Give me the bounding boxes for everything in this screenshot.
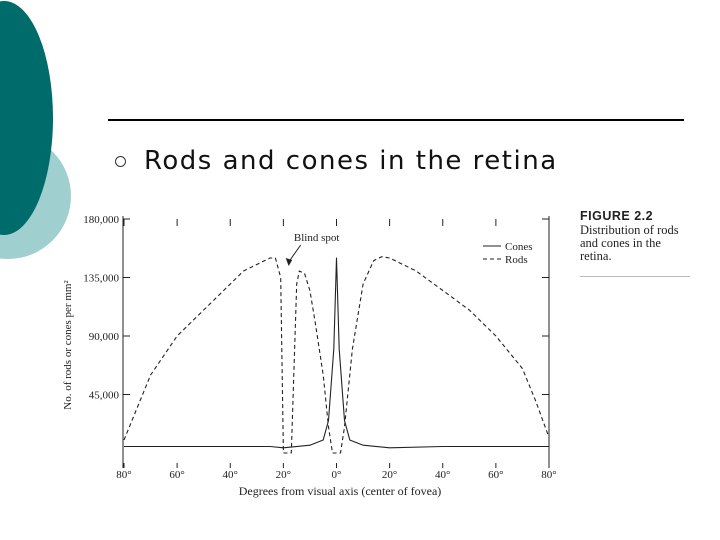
- title-rule: [108, 119, 684, 121]
- annotation-text: Blind spot: [293, 232, 340, 244]
- y-tick-label: 180,000: [83, 214, 119, 226]
- y-axis-label: No. of rods or cones per mm²: [62, 280, 74, 410]
- figure-label: FIGURE 2.2: [580, 209, 654, 223]
- x-tick-label: 80°: [116, 469, 132, 481]
- annotation-arrow-line: [289, 245, 301, 262]
- bullet-circle-icon: [115, 156, 126, 167]
- figure-caption-text: Distribution of rods and cones in the retina.: [580, 223, 679, 263]
- caption-rule: [580, 276, 690, 277]
- x-axis-label: Degrees from visual axis (center of fovea): [238, 484, 442, 498]
- x-tick-label: 60°: [488, 469, 504, 481]
- x-tick-label: 60°: [169, 469, 185, 481]
- chart-frame: [123, 216, 549, 468]
- x-tick-label: 0°: [331, 469, 342, 481]
- x-tick-label: 40°: [435, 469, 451, 481]
- legend-label-cones: Cones: [505, 241, 533, 253]
- y-tick-label: 135,000: [83, 272, 119, 285]
- legend-label-rods: Rods: [505, 254, 528, 266]
- x-tick-label: 40°: [222, 469, 238, 481]
- y-tick-label: 90,000: [88, 331, 119, 343]
- y-tick-label: 45,000: [88, 389, 119, 402]
- x-tick-label: 20°: [381, 469, 398, 481]
- bullet-text: Rods and cones in the retina: [144, 146, 558, 176]
- series-line-rods: [124, 257, 549, 453]
- retina-chart: [0, 200, 580, 510]
- x-tick-label: 20°: [275, 469, 292, 481]
- chart-legend: [483, 241, 533, 266]
- figure-caption: [580, 210, 692, 263]
- series-line-cones: [124, 258, 549, 448]
- chart-annotation: [286, 232, 340, 266]
- x-tick-label: 80°: [541, 469, 557, 481]
- chart-lines: [124, 257, 549, 453]
